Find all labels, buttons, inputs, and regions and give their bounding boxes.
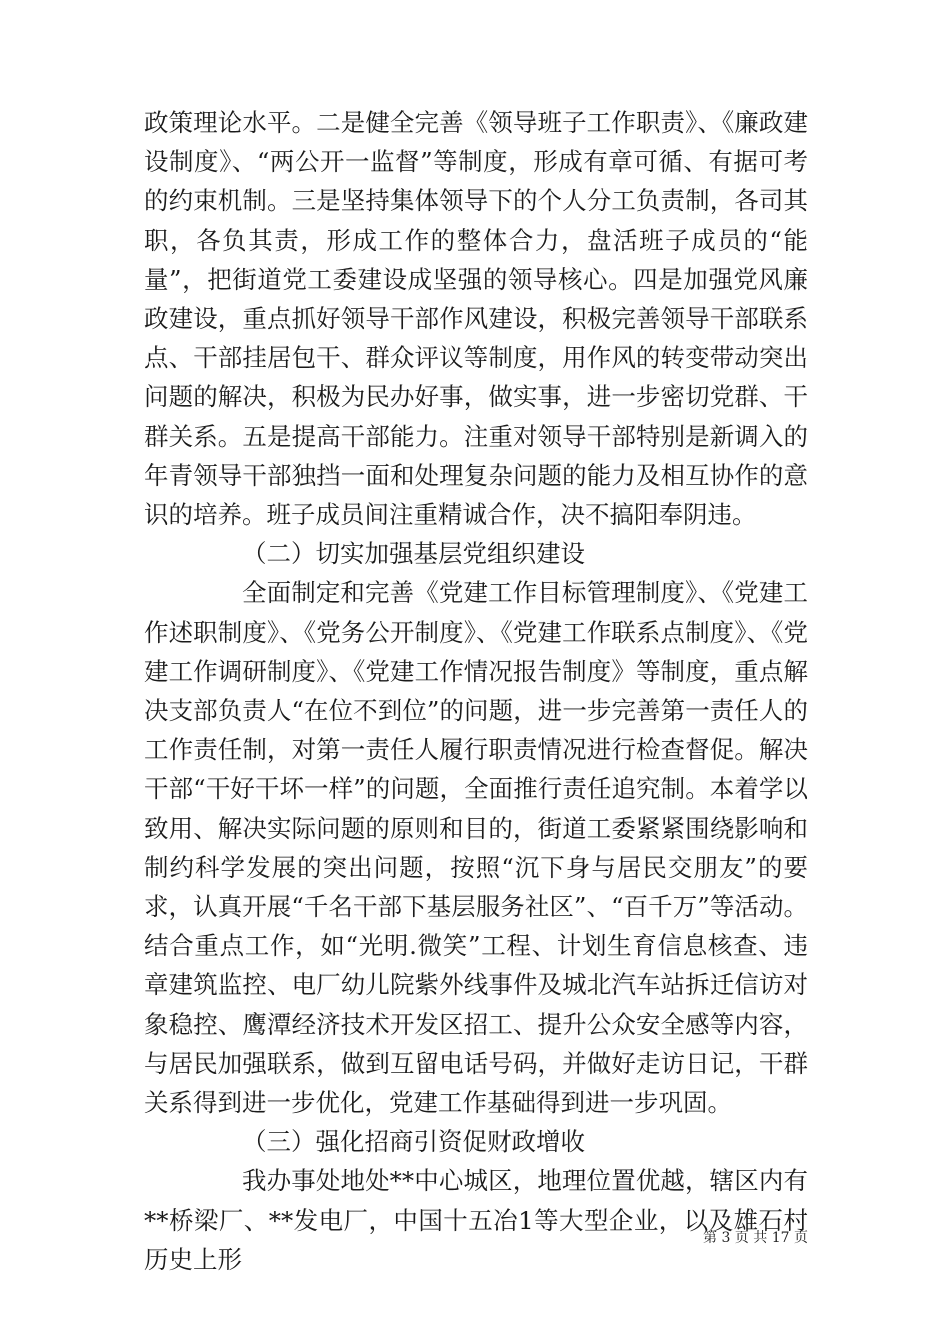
section-heading-investment: （三）强化招商引资促财政增收: [242, 1127, 585, 1157]
paragraph-leadership-continuation: 政策理论水平。二是健全完善《领导班子工作职责》、《廉政建设制度》、“两公开一监督”等制度，形成有章可循、有据可考的约束机制。三是坚持集体领导下的个人分工负责制，各司其职，各负其责，形成工作的整体合力，盘活班子成员的“能量”，把街道党工委建设成坚强的领导核心。四是加强党风廉政建设，重点抓好领导干部作风建设，积极完善领导干部联系点、干部挂居包干、群众评议等制度，用作风的转变带动突出问题的解决，积极为民办好事，做实事，进一步密切党群、干群关系。五是提高干部能力。注重对领导干部特别是新调入的年青领导干部独挡一面和处理复杂问题的能力及相互协作的意识的培养。班子成员间注重精诚合作，决不搞阳奉阴违。: [144, 108, 808, 530]
paragraph-investment: 我办事处地处**中心城区，地理位置优越，辖区内有**桥梁厂、**发电厂，中国十五冶1等大型企业，以及雄石村历史上形: [144, 1166, 808, 1274]
paragraph-party-organization: 全面制定和完善《党建工作目标管理制度》、《党建工作述职制度》、《党务公开制度》、《党建工作联系点制度》、《党建工作调研制度》、《党建工作情况报告制度》等制度，重点解决支部负责人“在位不到位”的问题，进一步完善第一责任人的工作责任制，对第一责任人履行职责情况进行检查督促。解决干部“干好干坏一样”的问题，全面推行责任追究制。本着学以致用、解决实际问题的原则和目的，街道工委紧紧围绕影响和制约科学发展的突出问题，按照“沉下身与居民交朋友”的要求，认真开展“千名干部下基层服务社区”、“百千万”等活动。结合重点工作，如“光明.微笑”工程、计划生育信息核查、违章建筑监控、电厂幼儿院紫外线事件及城北汽车站拆迁信访对象稳控、鹰潭经济技术开发区招工、提升公众安全感等内容，与居民加强联系，做到互留电话号码，并做好走访日记，干群关系得到进一步优化，党建工作基础得到进一步巩固。: [144, 578, 808, 1118]
document-body: [144, 103, 808, 1279]
section-heading-party-organization: （二）切实加强基层党组织建设: [242, 539, 585, 569]
page-number-footer: 第 3 页 共 17 页: [703, 1230, 808, 1246]
